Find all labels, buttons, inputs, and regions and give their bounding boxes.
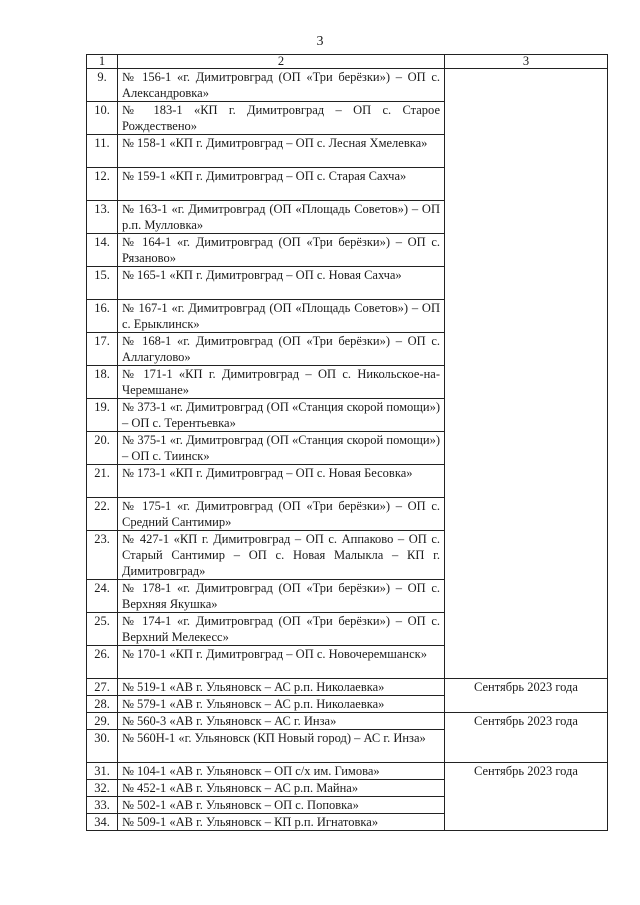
row-number: 28. xyxy=(87,696,118,713)
route-description: № 178-1 «г. Димитровград (ОП «Три берёзки») – ОП с. Верхняя Якушка» xyxy=(118,580,445,613)
row-number: 26. xyxy=(87,646,118,679)
row-number: 34. xyxy=(87,814,118,831)
route-description: № 165-1 «КП г. Димитровград – ОП с. Новая Сахча» xyxy=(118,267,445,300)
period-cell: Сентябрь 2023 года xyxy=(445,713,608,763)
route-description: № 373-1 «г. Димитровград (ОП «Станция скорой помощи») – ОП с. Терентьевка» xyxy=(118,399,445,432)
header-col-3: 3 xyxy=(445,55,608,69)
row-number: 14. xyxy=(87,234,118,267)
route-description: № 168-1 «г. Димитровград (ОП «Три берёзки») – ОП с. Аллагулово» xyxy=(118,333,445,366)
row-number: 22. xyxy=(87,498,118,531)
route-description: № 502-1 «АВ г. Ульяновск – ОП с. Поповка» xyxy=(118,797,445,814)
table-row xyxy=(87,713,608,730)
route-description: № 171-1 «КП г. Димитровград – ОП с. Никольское-на-Черемшане» xyxy=(118,366,445,399)
route-description: № 375-1 «г. Димитровград (ОП «Станция скорой помощи») – ОП с. Тиинск» xyxy=(118,432,445,465)
row-number: 31. xyxy=(87,763,118,780)
row-number: 15. xyxy=(87,267,118,300)
route-description: № 560Н-1 «г. Ульяновск (КП Новый город) – АС г. Инза» xyxy=(118,730,445,763)
row-number: 16. xyxy=(87,300,118,333)
route-description: № 174-1 «г. Димитровград (ОП «Три берёзки») – ОП с. Верхний Мелекесс» xyxy=(118,613,445,646)
route-description: № 427-1 «КП г. Димитровград – ОП с. Аппаково – ОП с. Старый Сантимир – ОП с. Новая Малыкла – КП г. Димитровград» xyxy=(118,531,445,580)
row-number: 33. xyxy=(87,797,118,814)
row-number: 19. xyxy=(87,399,118,432)
header-col-2: 2 xyxy=(118,55,445,69)
route-description: № 183-1 «КП г. Димитровград – ОП с. Старое Рождествено» xyxy=(118,102,445,135)
row-number: 27. xyxy=(87,679,118,696)
route-description: № 104-1 «АВ г. Ульяновск – ОП с/х им. Гимова» xyxy=(118,763,445,780)
route-description: № 167-1 «г. Димитровград (ОП «Площадь Советов») – ОП с. Ерыклинск» xyxy=(118,300,445,333)
row-number: 18. xyxy=(87,366,118,399)
route-description: № 156-1 «г. Димитровград (ОП «Три берёзки») – ОП с. Александровка» xyxy=(118,69,445,102)
route-description: № 164-1 «г. Димитровград (ОП «Три берёзки») – ОП с. Рязаново» xyxy=(118,234,445,267)
route-description: № 509-1 «АВ г. Ульяновск – КП р.п. Игнатовка» xyxy=(118,814,445,831)
table-row xyxy=(87,763,608,780)
row-number: 30. xyxy=(87,730,118,763)
table-header-row xyxy=(87,55,608,69)
row-number: 32. xyxy=(87,780,118,797)
route-description: № 159-1 «КП г. Димитровград – ОП с. Старая Сахча» xyxy=(118,168,445,201)
route-description: № 175-1 «г. Димитровград (ОП «Три берёзки») – ОП с. Средний Сантимир» xyxy=(118,498,445,531)
route-description: № 452-1 «АВ г. Ульяновск – АС р.п. Майна» xyxy=(118,780,445,797)
row-number: 11. xyxy=(87,135,118,168)
table-row xyxy=(87,69,608,102)
route-description: № 560-3 «АВ г. Ульяновск – АС г. Инза» xyxy=(118,713,445,730)
row-number: 24. xyxy=(87,580,118,613)
row-number: 13. xyxy=(87,201,118,234)
route-description: № 158-1 «КП г. Димитровград – ОП с. Лесная Хмелевка» xyxy=(118,135,445,168)
row-number: 23. xyxy=(87,531,118,580)
period-cell xyxy=(445,69,608,679)
route-description: № 170-1 «КП г. Димитровград – ОП с. Новочеремшанск» xyxy=(118,646,445,679)
period-cell: Сентябрь 2023 года xyxy=(445,679,608,713)
route-description: № 163-1 «г. Димитровград (ОП «Площадь Советов») – ОП р.п. Мулловка» xyxy=(118,201,445,234)
table-row xyxy=(87,679,608,696)
row-number: 9. xyxy=(87,69,118,102)
row-number: 25. xyxy=(87,613,118,646)
row-number: 10. xyxy=(87,102,118,135)
routes-table xyxy=(86,54,608,831)
row-number: 29. xyxy=(87,713,118,730)
header-col-1: 1 xyxy=(87,55,118,69)
row-number: 21. xyxy=(87,465,118,498)
route-description: № 173-1 «КП г. Димитровград – ОП с. Новая Бесовка» xyxy=(118,465,445,498)
row-number: 17. xyxy=(87,333,118,366)
row-number: 12. xyxy=(87,168,118,201)
page-number: 3 xyxy=(316,34,324,49)
row-number: 20. xyxy=(87,432,118,465)
period-cell: Сентябрь 2023 года xyxy=(445,763,608,831)
route-description: № 519-1 «АВ г. Ульяновск – АС р.п. Николаевка» xyxy=(118,679,445,696)
route-description: № 579-1 «АВ г. Ульяновск – АС р.п. Николаевка» xyxy=(118,696,445,713)
